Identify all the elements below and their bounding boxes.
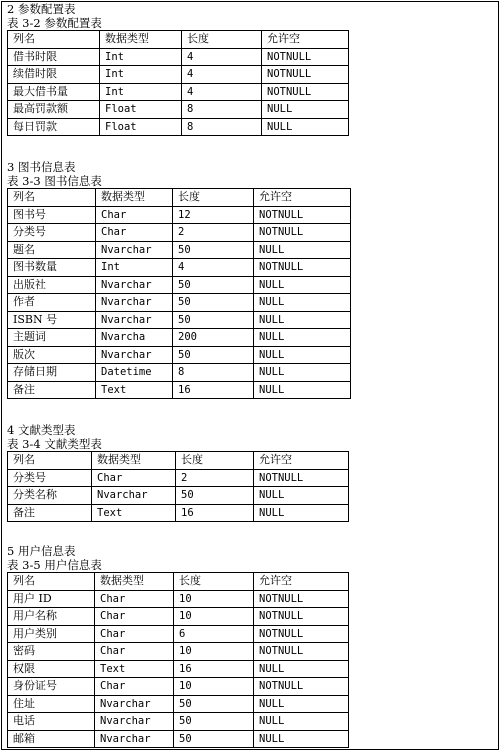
table-cell: NULL [254, 487, 349, 505]
table-cell: 16 [176, 504, 254, 522]
table-cell: NOTNULL [254, 206, 351, 224]
table-header-row [8, 31, 349, 49]
table-cell: 4 [182, 66, 262, 84]
section-heading: 3 图书信息表 [7, 160, 76, 174]
table-cell: 6 [174, 625, 254, 643]
column-header: 长度 [182, 31, 262, 49]
column-header: 允许空 [262, 31, 349, 49]
table-cell: Char [95, 608, 174, 626]
table-cell: NOTNULL [254, 469, 349, 487]
table-row [8, 259, 351, 277]
param-config-table [7, 30, 349, 136]
table-cell: 50 [173, 311, 254, 329]
table-cell: 密码 [8, 643, 95, 661]
table-row [8, 66, 349, 84]
table-header-row [8, 452, 349, 470]
table-cell: Int [100, 83, 182, 101]
table-cell: Int [100, 48, 182, 66]
table-row [8, 625, 349, 643]
table-cell: NOTNULL [254, 625, 349, 643]
table-cell: 作者 [8, 294, 96, 312]
table-cell: 50 [174, 730, 254, 748]
doc-type-table [7, 451, 349, 522]
table-cell: 电话 [8, 713, 95, 731]
table-cell: Text [92, 504, 176, 522]
column-header: 数据类型 [96, 189, 173, 207]
table-cell: Nvarchar [96, 346, 173, 364]
column-header: 允许空 [254, 573, 349, 591]
table-cell: Char [95, 625, 174, 643]
table-cell: NOTNULL [262, 66, 349, 84]
table-cell: Text [95, 660, 174, 678]
table-cell: NOTNULL [262, 83, 349, 101]
table-row [8, 276, 351, 294]
table-cell: NULL [254, 695, 349, 713]
table-cell: 身份证号 [8, 678, 95, 696]
table-cell: 题名 [8, 241, 96, 259]
table-cell: 用户名称 [8, 608, 95, 626]
table-cell: NULL [254, 713, 349, 731]
table-row [8, 590, 349, 608]
table-cell: NULL [262, 118, 349, 136]
table-row [8, 469, 349, 487]
table-cell: NULL [254, 329, 351, 347]
table-cell: Nvarchar [92, 487, 176, 505]
table-cell: NULL [254, 276, 351, 294]
table-body [8, 573, 349, 748]
table-cell: Char [96, 206, 173, 224]
table-cell: NOTNULL [262, 48, 349, 66]
table-cell: 每日罚款 [8, 118, 100, 136]
table-cell: NOTNULL [254, 259, 351, 277]
table-cell: 10 [174, 678, 254, 696]
table-cell: 12 [173, 206, 254, 224]
table-cell: Char [95, 590, 174, 608]
table-cell: 存储日期 [8, 364, 96, 382]
table-cell: NULL [254, 381, 351, 399]
section-heading: 2 参数配置表 [7, 2, 76, 16]
table-cell: Datetime [96, 364, 173, 382]
table-cell: Nvarchar [95, 695, 174, 713]
column-header: 允许空 [254, 189, 351, 207]
table-cell: NULL [254, 504, 349, 522]
table-row [8, 101, 349, 119]
table-cell: Nvarchar [96, 241, 173, 259]
column-header: 长度 [173, 189, 254, 207]
table-cell: NOTNULL [254, 643, 349, 661]
table-cell: Nvarchar [96, 311, 173, 329]
table-caption: 表 3-3 图书信息表 [7, 174, 102, 188]
section-book-info [7, 160, 487, 399]
table-cell: NULL [262, 101, 349, 119]
table-cell: 8 [173, 364, 254, 382]
table-body [8, 189, 351, 399]
table-cell: NULL [254, 346, 351, 364]
table-cell: ISBN 号 [8, 311, 96, 329]
table-cell: 4 [182, 83, 262, 101]
table-cell: Char [96, 224, 173, 242]
table-body [8, 31, 349, 136]
table-cell: 2 [176, 469, 254, 487]
table-cell: 8 [182, 101, 262, 119]
table-cell: Nvarchar [96, 276, 173, 294]
table-cell: NOTNULL [254, 678, 349, 696]
table-cell: 主题词 [8, 329, 96, 347]
table-cell: 最高罚款额 [8, 101, 100, 119]
table-cell: NOTNULL [254, 590, 349, 608]
user-info-table [7, 572, 349, 748]
table-cell: NULL [254, 311, 351, 329]
table-cell: 分类名称 [8, 487, 92, 505]
table-cell: NULL [254, 730, 349, 748]
table-cell: 图书号 [8, 206, 96, 224]
section-heading: 4 文献类型表 [7, 423, 76, 437]
table-cell: Int [96, 259, 173, 277]
table-cell: 最大借书量 [8, 83, 100, 101]
table-cell: 10 [174, 643, 254, 661]
table-cell: 用户 ID [8, 590, 95, 608]
table-cell: Nvarchar [95, 713, 174, 731]
table-row [8, 118, 349, 136]
table-cell: Nvarchar [96, 294, 173, 312]
table-cell: 50 [174, 713, 254, 731]
table-cell: 50 [174, 695, 254, 713]
table-cell: Char [95, 643, 174, 661]
table-cell: 2 [173, 224, 254, 242]
table-caption: 表 3-4 文献类型表 [7, 437, 102, 451]
table-cell: Nvarchar [95, 730, 174, 748]
table-cell: NULL [254, 660, 349, 678]
book-info-table [7, 188, 351, 399]
table-cell: 出版社 [8, 276, 96, 294]
table-row [8, 608, 349, 626]
table-cell: 4 [173, 259, 254, 277]
section-param-config [7, 2, 487, 136]
table-cell: Nvarcha [96, 329, 173, 347]
table-cell: NULL [254, 364, 351, 382]
table-cell: 备注 [8, 381, 96, 399]
table-cell: 50 [173, 346, 254, 364]
table-cell: NOTNULL [254, 224, 351, 242]
table-cell: 权限 [8, 660, 95, 678]
table-cell: 50 [173, 294, 254, 312]
column-header: 长度 [174, 573, 254, 591]
table-cell: 借书时限 [8, 48, 100, 66]
table-cell: Char [95, 678, 174, 696]
table-cell: Text [96, 381, 173, 399]
table-cell: 邮箱 [8, 730, 95, 748]
table-cell: 50 [173, 276, 254, 294]
table-row [8, 713, 349, 731]
column-header: 长度 [176, 452, 254, 470]
table-cell: 图书数量 [8, 259, 96, 277]
section-doc-type [7, 423, 487, 522]
section-heading: 5 用户信息表 [7, 544, 76, 558]
table-cell: 住址 [8, 695, 95, 713]
table-cell: 用户类别 [8, 625, 95, 643]
table-row [8, 83, 349, 101]
table-cell: 分类号 [8, 224, 96, 242]
table-body [8, 452, 349, 522]
column-header: 数据类型 [95, 573, 174, 591]
table-row [8, 695, 349, 713]
column-header: 数据类型 [92, 452, 176, 470]
column-header: 允许空 [254, 452, 349, 470]
column-header: 列名 [8, 452, 92, 470]
table-row [8, 678, 349, 696]
document-page [1, 1, 499, 750]
table-row [8, 241, 351, 259]
table-cell: 50 [176, 487, 254, 505]
table-row [8, 643, 349, 661]
column-header: 数据类型 [100, 31, 182, 49]
table-row [8, 206, 351, 224]
table-cell: 16 [173, 381, 254, 399]
table-cell: Int [100, 66, 182, 84]
table-row [8, 48, 349, 66]
table-row [8, 329, 351, 347]
table-cell: Float [100, 101, 182, 119]
column-header: 列名 [8, 31, 100, 49]
table-cell: 备注 [8, 504, 92, 522]
table-cell: 8 [182, 118, 262, 136]
section-user-info [7, 544, 487, 748]
table-row [8, 346, 351, 364]
table-header-row [8, 189, 351, 207]
table-cell: Float [100, 118, 182, 136]
table-row [8, 487, 349, 505]
table-cell: 续借时限 [8, 66, 100, 84]
table-caption: 表 3-5 用户信息表 [7, 558, 102, 572]
table-cell: 4 [182, 48, 262, 66]
table-cell: 版次 [8, 346, 96, 364]
table-row [8, 364, 351, 382]
table-cell: NOTNULL [254, 608, 349, 626]
table-cell: 10 [174, 590, 254, 608]
table-row [8, 381, 351, 399]
table-row [8, 730, 349, 748]
table-row [8, 294, 351, 312]
table-cell: 50 [173, 241, 254, 259]
table-row [8, 660, 349, 678]
table-cell: 10 [174, 608, 254, 626]
table-caption: 表 3-2 参数配置表 [7, 16, 102, 30]
table-row [8, 224, 351, 242]
table-cell: 分类号 [8, 469, 92, 487]
table-row [8, 311, 351, 329]
table-cell: 200 [173, 329, 254, 347]
table-header-row [8, 573, 349, 591]
table-row [8, 504, 349, 522]
column-header: 列名 [8, 189, 96, 207]
table-cell: Char [92, 469, 176, 487]
table-cell: NULL [254, 294, 351, 312]
column-header: 列名 [8, 573, 95, 591]
table-cell: NULL [254, 241, 351, 259]
table-cell: 16 [174, 660, 254, 678]
